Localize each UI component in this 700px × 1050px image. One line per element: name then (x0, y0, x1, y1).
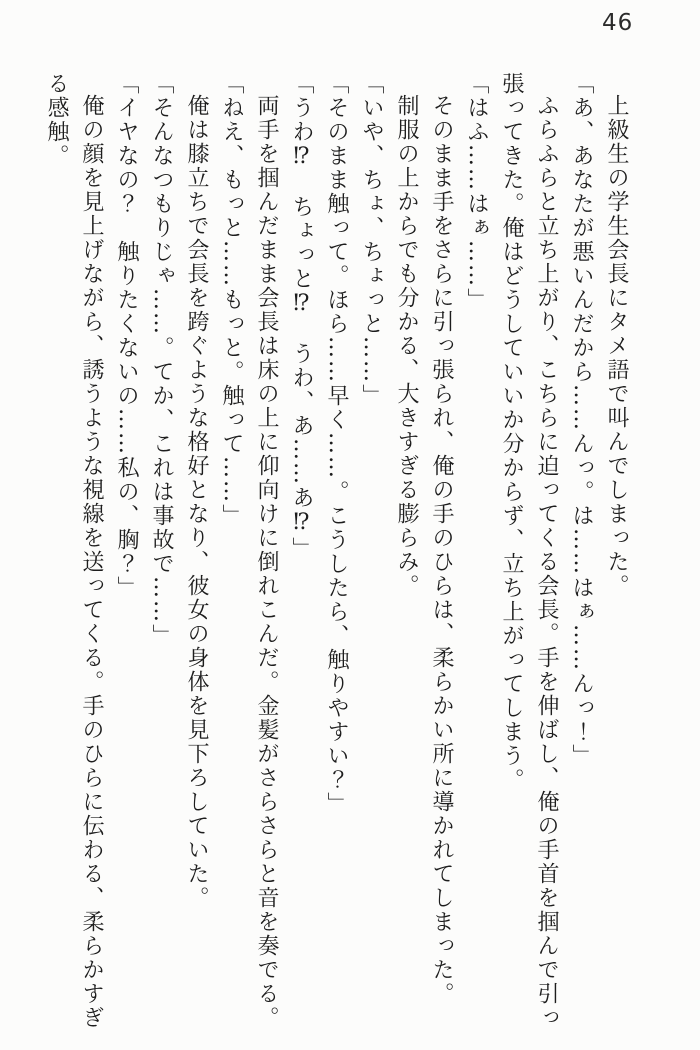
paragraph: 上級生の学生会長にタメ語で叫んでしまった。 (604, 94, 629, 598)
paragraph: 両手を掴んだまま会長は床の上に仰向けに倒れこんだ。金髪がさらさらと音を奏でる。 (254, 94, 279, 1030)
paragraph: 「ねえ、もっと……もっと。触って……」 (219, 72, 244, 528)
paragraph: ふらふらと立ち上がり、こちらに迫ってくる会長。手を伸ばし、俺の手首を掴んで引っ張ってきた。俺はどうしていいか分からず、立ち上がってしまう。 (499, 72, 559, 1030)
paragraph: 「イヤなの？ 触りたくないの……私の、胸？」 (114, 72, 139, 600)
paragraph: 制服の上からでも分かる、大きすぎる膨らみ。 (394, 94, 419, 598)
paragraph: そのまま手をさらに引っ張られ、俺の手のひらは、柔らかい所に導かれてしまった。 (429, 94, 454, 1006)
page-number: 46 (602, 10, 634, 36)
paragraph: 「そんなつもりじゃ……。てか、これは事故で……」 (149, 72, 174, 648)
paragraph: 「うわ⁉ ちょっと⁉ うわ、あ……あ⁉」 (289, 72, 314, 561)
vertical-text-body (34, 72, 634, 1034)
paragraph: 「そのまま触って。ほら……早く……。こうしたら、触りやすい？」 (324, 72, 349, 816)
paragraph: 俺は膝立ちで会長を跨ぐような格好となり、彼女の身体を見下ろしていた。 (184, 94, 209, 910)
paragraph: 「はふ……はぁ……」 (464, 72, 489, 312)
paragraph: 俺の顔を見上げながら、誘うような視線を送ってくる。手のひらに伝わる、柔らかすぎる感触。 (44, 72, 104, 1030)
paragraph: 「あ、あなたが悪いんだから……んっ。は……はぁ……んっ！」 (569, 72, 594, 768)
paragraph: 「いや、ちょ、ちょっと……」 (359, 72, 384, 408)
